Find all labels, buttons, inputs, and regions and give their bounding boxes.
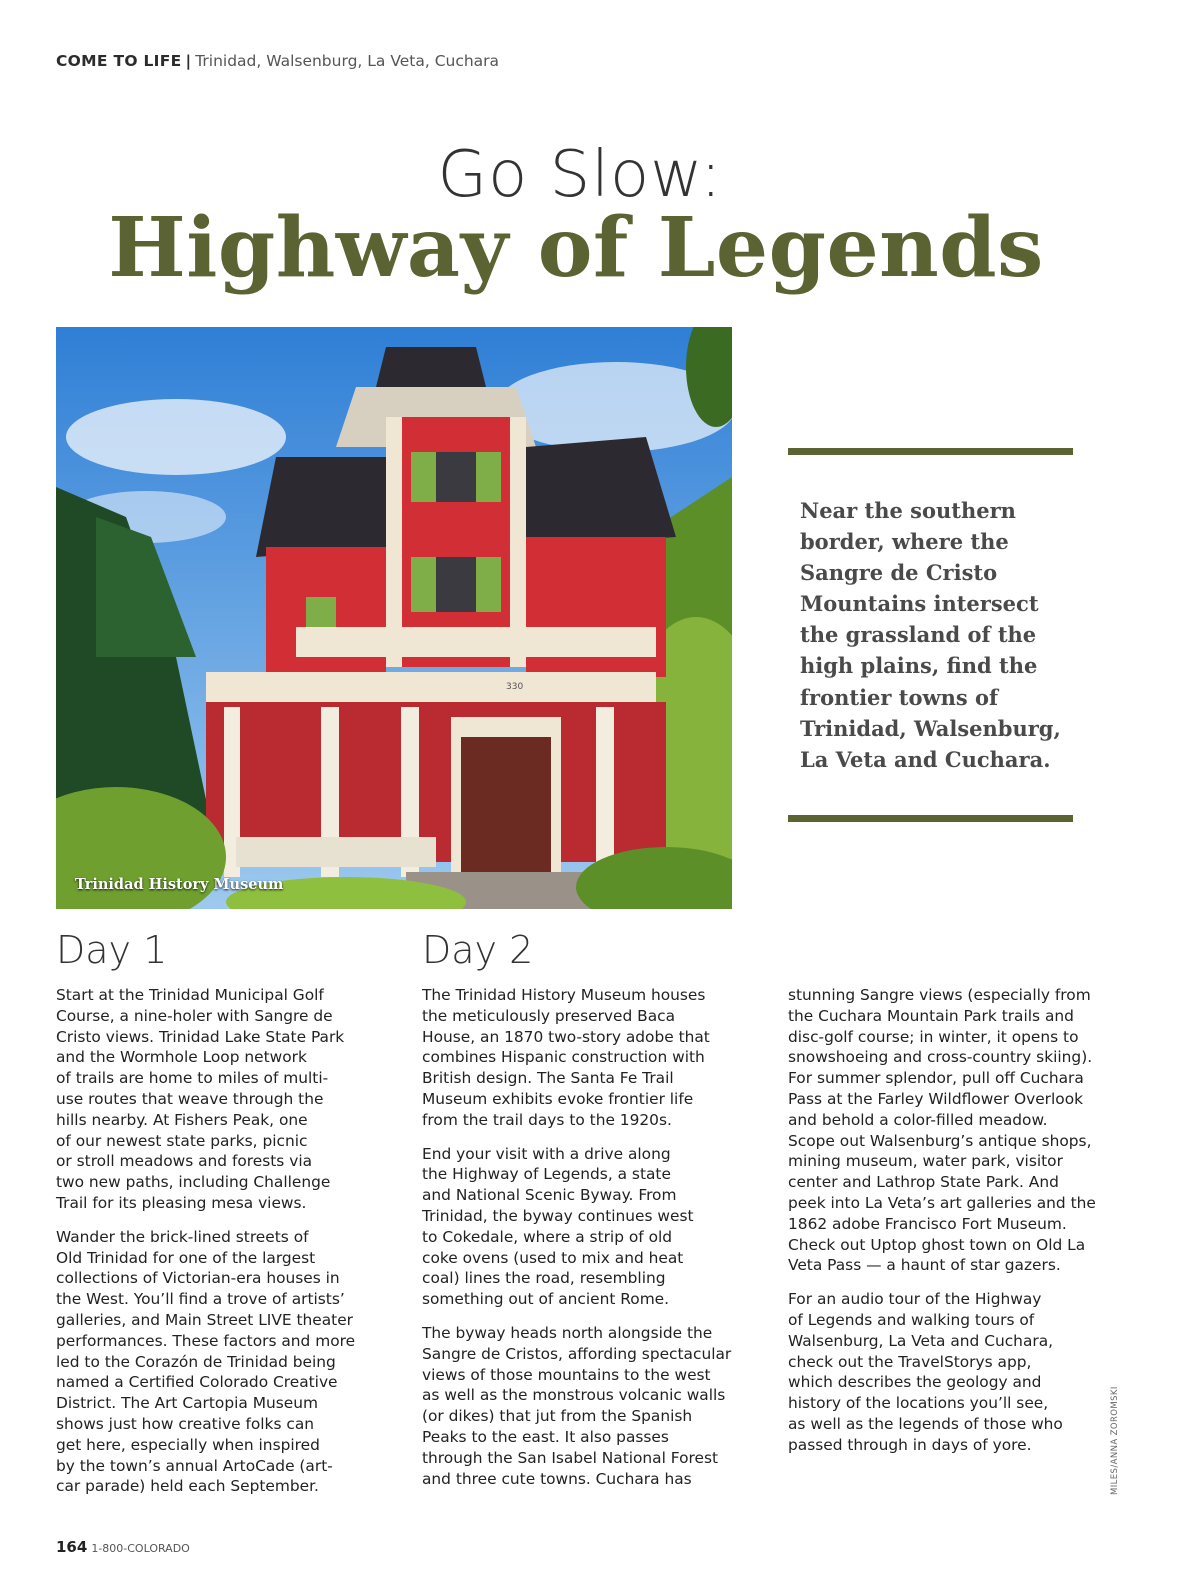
pull-quote-line: high plains, find the (800, 653, 1038, 679)
body-line: the meticulously preserved Baca (422, 1006, 676, 1025)
body-line: and behold a color-filled meadow. (788, 1110, 1048, 1129)
footer-phone: 1-800-COLORADO (91, 1542, 190, 1555)
body-line: stunning Sangre views (especially from (788, 986, 1091, 1004)
body-line: or stroll meadows and forests via (56, 1152, 313, 1171)
body-line: history of the locations you’ll see, (788, 1394, 1049, 1413)
body-line: named a Certified Colorado Creative (56, 1373, 338, 1392)
body-line: End your visit with a drive along (422, 1144, 671, 1163)
pull-quote-line: Sangre de Cristo (800, 560, 998, 586)
body-line: which describes the geology and (788, 1373, 1042, 1392)
body-line: For an audio tour of the Highway (788, 1290, 1042, 1309)
trinidad-history-museum-photo (56, 327, 732, 909)
body-line: and National Scenic Byway. From (422, 1186, 677, 1205)
body-line: disc-golf course; in winter, it opens to (788, 1027, 1079, 1046)
body-line: 1862 adobe Francisco Fort Museum. (788, 1214, 1067, 1233)
body-line: Veta Pass — a haunt of star gazers. (788, 1256, 1061, 1275)
body-line: The Trinidad History Museum houses (422, 986, 706, 1004)
body-line: and the Wormhole Loop network (56, 1048, 307, 1067)
body-line: collections of Victorian-era houses in (56, 1269, 340, 1288)
body-line: Peaks to the east. It also passes (422, 1427, 669, 1446)
body-line: The byway heads north alongside the (422, 1323, 713, 1342)
section-header (56, 52, 499, 70)
photo-credit: MILES/ANNA ZOROMSKI (1110, 1386, 1120, 1495)
body-line: British design. The Santa Fe Trail (422, 1069, 674, 1088)
body-line: use routes that weave through the (56, 1089, 324, 1108)
body-line: two new paths, including Challenge (56, 1173, 331, 1192)
body-paragraph (788, 985, 1118, 1276)
body-line: of our newest state parks, picnic (56, 1131, 308, 1150)
body-line: car parade) held each September. (56, 1477, 319, 1496)
body-line: through the San Isabel National Forest (422, 1448, 719, 1467)
body-line: to Cokedale, where a strip of old (422, 1227, 673, 1246)
body-paragraph (56, 985, 376, 1214)
body-line: hills nearby. At Fishers Peak, one (56, 1110, 308, 1129)
body-line: Course, a nine-holer with Sangre de (56, 1006, 333, 1025)
body-paragraph (422, 985, 752, 1131)
pull-quote (800, 495, 1062, 775)
body-line: as well as the monstrous volcanic walls (422, 1386, 726, 1405)
body-line: the Highway of Legends, a state (422, 1165, 671, 1184)
body-line: by the town’s annual ArtoCade (art- (56, 1456, 333, 1475)
body-line: center and Lathrop State Park. And (788, 1173, 1059, 1192)
body-line: as well as the legends of those who (788, 1414, 1063, 1433)
body-line: views of those mountains to the west (422, 1365, 711, 1384)
body-line: District. The Art Cartopia Museum (56, 1394, 318, 1413)
body-line: shows just how creative folks can (56, 1414, 315, 1433)
body-paragraph (56, 1227, 376, 1497)
header-places: Trinidad, Walsenburg, La Veta, Cuchara (195, 52, 500, 70)
body-paragraph (788, 1289, 1118, 1455)
pull-quote-line: border, where the (800, 529, 1009, 555)
day1-heading: Day 1 (56, 928, 168, 972)
pull-quote-line: frontier towns of (800, 684, 999, 710)
body-line: get here, especially when inspired (56, 1435, 320, 1454)
body-line: For summer splendor, pull off Cuchara (788, 1069, 1084, 1088)
day1-column (56, 985, 376, 1510)
body-line: the West. You’ll find a trove of artists’ (56, 1290, 345, 1309)
pull-quote-line: La Veta and Cuchara. (800, 746, 1051, 772)
body-line: (or dikes) that jut from the Spanish (422, 1407, 693, 1426)
body-line: passed through in days of yore. (788, 1435, 1032, 1454)
body-line: House, an 1870 two-story adobe that (422, 1027, 710, 1046)
body-line: Check out Uptop ghost town on Old La (788, 1235, 1086, 1254)
body-line: Museum exhibits evoke frontier life (422, 1089, 694, 1108)
page-footer (56, 1538, 190, 1556)
body-line: Pass at the Farley Wildflower Overlook (788, 1089, 1084, 1108)
body-line: peek into La Veta’s art galleries and the (788, 1193, 1096, 1212)
body-line: snowshoeing and cross-country skiing). (788, 1048, 1093, 1067)
body-line: led to the Corazón de Trinidad being (56, 1352, 336, 1371)
body-line: and three cute towns. Cuchara has (422, 1469, 692, 1488)
body-line: Trinidad, the byway continues west (422, 1206, 694, 1225)
body-line: galleries, and Main Street LIVE theater (56, 1310, 354, 1329)
body-line: performances. These factors and more (56, 1331, 356, 1350)
body-line: Sangre de Cristos, affording spectacular (422, 1344, 732, 1363)
day2-continued-column (788, 985, 1118, 1469)
body-line: check out the TravelStorys app, (788, 1352, 1032, 1371)
body-line: coke ovens (used to mix and heat (422, 1248, 684, 1267)
body-line: Old Trinidad for one of the largest (56, 1248, 316, 1267)
section-name: COME TO LIFE (56, 52, 182, 70)
pull-quote-line: Trinidad, Walsenburg, (800, 715, 1061, 741)
body-line: from the trail days to the 1920s. (422, 1110, 672, 1129)
body-line: Wander the brick-lined streets of (56, 1227, 309, 1246)
title-kicker: Go Slow: (437, 138, 723, 212)
body-line: the Cuchara Mountain Park trails and (788, 1006, 1074, 1025)
pull-quote-line: Mountains intersect (800, 591, 1039, 617)
pull-quote-line: the grassland of the (800, 622, 1037, 648)
top-rule (788, 448, 1073, 455)
body-line: Start at the Trinidad Municipal Golf (56, 986, 324, 1004)
page-title: Highway of Legends (108, 200, 1044, 296)
photo-caption: Trinidad History Museum (75, 876, 284, 893)
body-line: of Legends and walking tours of (788, 1310, 1035, 1329)
body-line: Cristo views. Trinidad Lake State Park (56, 1027, 345, 1046)
pull-quote-line: Near the southern (800, 498, 1016, 523)
body-line: Trail for its pleasing mesa views. (56, 1193, 307, 1212)
body-line: something out of ancient Rome. (422, 1290, 670, 1309)
body-line: mining museum, water park, visitor (788, 1152, 1063, 1171)
body-line: Walsenburg, La Veta and Cuchara, (788, 1331, 1054, 1350)
bottom-rule (788, 815, 1073, 822)
body-line: of trails are home to miles of multi- (56, 1069, 329, 1088)
body-line: combines Hispanic construction with (422, 1048, 705, 1067)
day2-column (422, 985, 752, 1502)
house-number: 330 (506, 682, 524, 692)
body-line: Scope out Walsenburg’s antique shops, (788, 1131, 1092, 1150)
body-paragraph (422, 1323, 752, 1489)
header-separator: | (185, 52, 192, 70)
page-number: 164 (56, 1538, 88, 1556)
day2-heading: Day 2 (422, 928, 534, 972)
body-paragraph (422, 1144, 752, 1310)
body-line: coal) lines the road, resembling (422, 1269, 666, 1288)
